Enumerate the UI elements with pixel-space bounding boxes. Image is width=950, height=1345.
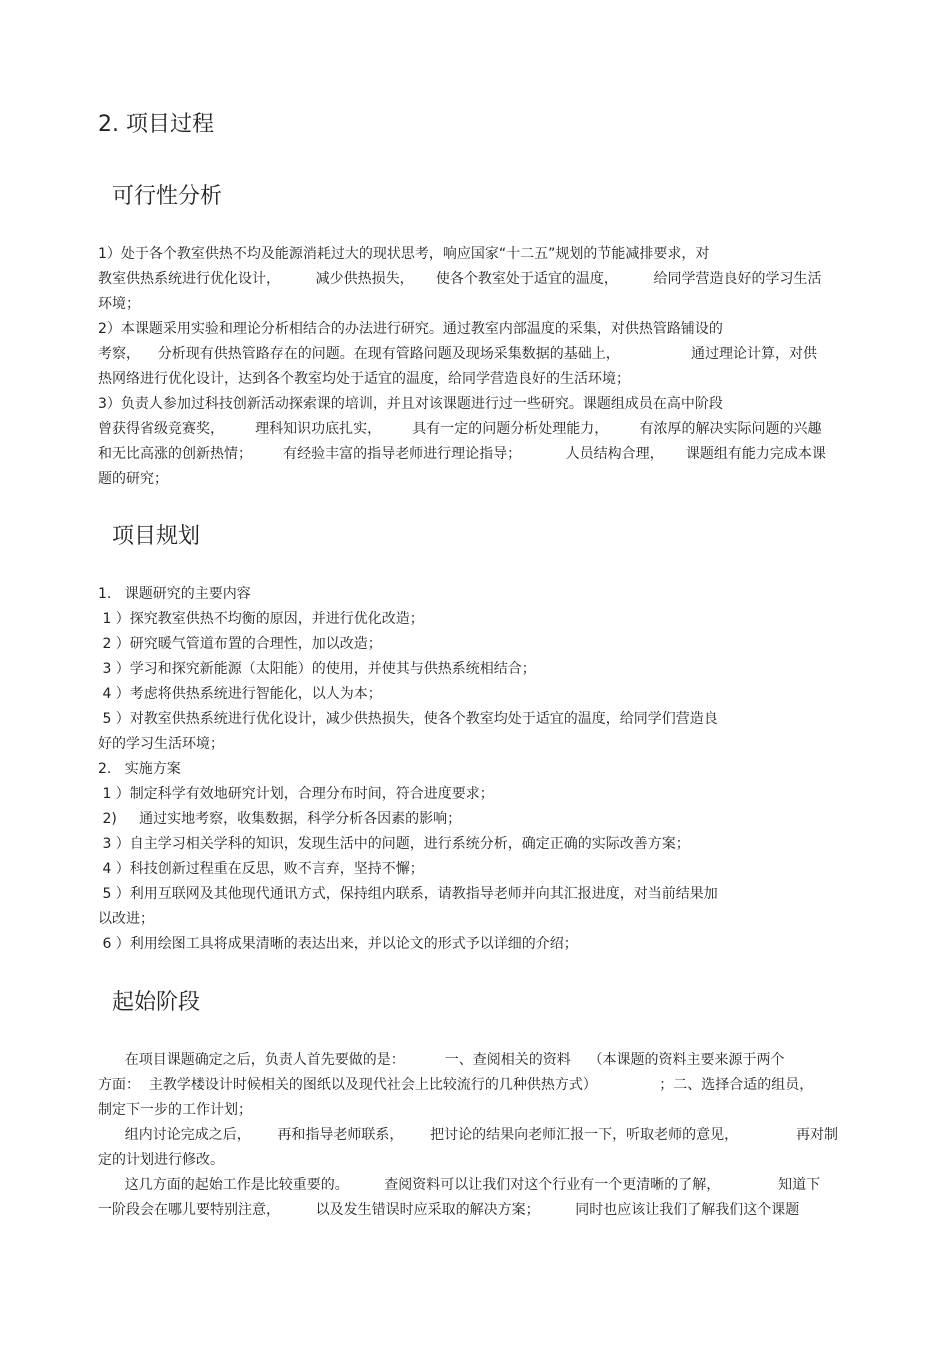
planning-line: 好的学习生活环境；: [98, 736, 224, 752]
start-line: 方面： 主教学楼设计时候相关的图纸以及现代社会上比较流行的几种供热方式） ；二、选择合适的组员，: [98, 1077, 814, 1093]
planning-line: 5 ）利用互联网及其他现代通讯方式，保持组内联系，请教指导老师并向其汇报进度，对当前结果加: [98, 886, 718, 902]
planning-line: 1. 课题研究的主要内容: [98, 586, 251, 602]
start-line: 制定下一步的工作计划；: [98, 1102, 252, 1118]
feasibility-line: 考察， 分析现有供热管路存在的问题。在现有管路问题及现场采集数据的基础上， 通过理论计算，对供: [98, 346, 818, 362]
subheading-feasibility: 可行性分析: [112, 184, 223, 209]
planning-line: 6 ）利用绘图工具将成果清晰的表达出来，并以论文的形式予以详细的介绍；: [98, 936, 578, 952]
start-line: 一阶段会在哪儿要特别注意， 以及发生错误时应采取的解决方案； 同时也应该让我们了解我们这个课题: [98, 1202, 800, 1218]
start-line: 在项目课题确定之后，负责人首先要做的是： 一、查阅相关的资料 （本课题的资料主要来源于两个: [98, 1052, 785, 1068]
planning-line: 4 ）考虑将供热系统进行智能化，以人为本；: [98, 686, 382, 702]
start-line: 定的计划进行修改。: [98, 1152, 224, 1168]
feasibility-line: 1）处于各个教室供热不均及能源消耗过大的现状思考，响应国家“十二五”规划的节能减排要求，对: [98, 246, 710, 262]
planning-line: 1 ）探究教室供热不均衡的原因，并进行优化改造；: [98, 611, 424, 627]
feasibility-line: 3）负责人参加过科技创新活动探索课的培训，并且对该课题进行过一些研究。课题组成员在高中阶段: [98, 396, 723, 412]
section-heading-project-process: 2. 项目过程: [98, 112, 214, 137]
start-line: 这几方面的起始工作是比较重要的。 查阅资料可以让我们对这个行业有一个更清晰的了解， 知道下: [98, 1177, 821, 1193]
start-line: 组内讨论完成之后， 再和指导老师联系， 把讨论的结果向老师汇报一下，听取老师的意见， 再对制: [98, 1127, 838, 1143]
planning-line: 2 ）研究暖气管道布置的合理性，加以改造；: [98, 636, 382, 652]
planning-line: 3 ）学习和探究新能源（太阳能）的使用，并使其与供热系统相结合；: [98, 661, 536, 677]
planning-line: 2) 通过实地考察，收集数据，科学分析各因素的影响；: [98, 811, 462, 827]
planning-line: 3 ）自主学习相关学科的知识，发现生活中的问题，进行系统分析，确定正确的实际改善方案；: [98, 836, 690, 852]
feasibility-line: 教室供热系统进行优化设计， 减少供热损失， 使各个教室处于适宜的温度， 给同学营造良好的学习生活: [98, 271, 822, 287]
feasibility-line: 环境；: [98, 296, 140, 312]
feasibility-line: 2）本课题采用实验和理论分析相结合的办法进行研究。通过教室内部温度的采集，对供热管路铺设的: [98, 321, 723, 337]
planning-line: 1 ）制定科学有效地研究计划，合理分布时间，符合进度要求；: [98, 786, 494, 802]
planning-line: 4 ）科技创新过程重在反思，败不言弃，坚持不懈；: [98, 861, 424, 877]
planning-line: 5 ）对教室供热系统进行优化设计，减少供热损失，使各个教室均处于适宜的温度，给同学们营造良: [98, 711, 718, 727]
feasibility-line: 和无比高涨的创新热情； 有经验丰富的指导老师进行理论指导； 人员结构合理， 课题组有能力完成本课: [98, 446, 826, 462]
feasibility-line: 曾获得省级竞赛奖， 理科知识功底扎实， 具有一定的问题分析处理能力， 有浓厚的解决实际问题的兴趣: [98, 421, 822, 437]
feasibility-line: 题的研究；: [98, 471, 168, 487]
feasibility-line: 热网络进行优化设计，达到各个教室均处于适宜的温度，给同学营造良好的生活环境；: [98, 371, 630, 387]
subheading-planning: 项目规划: [112, 524, 201, 549]
subheading-start-phase: 起始阶段: [112, 990, 201, 1015]
planning-line: 以改进；: [98, 911, 154, 927]
planning-line: 2. 实施方案: [98, 761, 181, 777]
